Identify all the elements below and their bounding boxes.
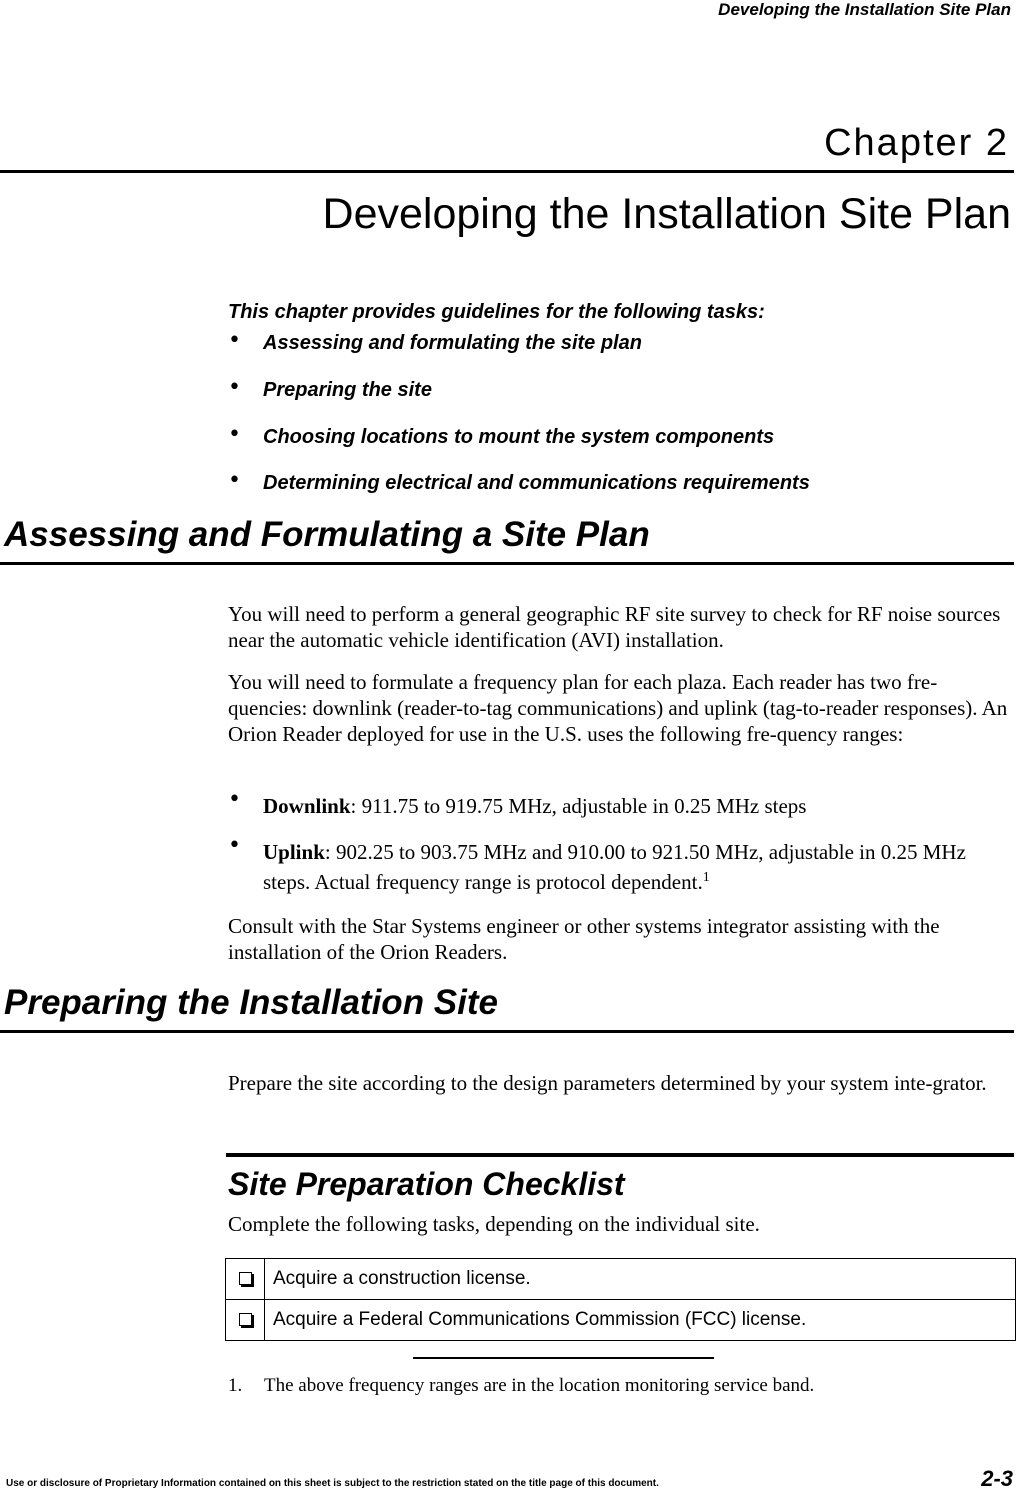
checklist-task: Acquire a Federal Communications Commission (FCC) license.: [265, 1300, 1016, 1341]
section-heading-preparing: Preparing the Installation Site: [4, 983, 498, 1022]
bullet-icon: •: [228, 787, 241, 812]
table-row: [226, 1259, 1016, 1300]
paragraph: Consult with the Star Systems engineer or other systems integrator assisting with the installation of the Orion Readers.: [228, 914, 940, 964]
frequency-detail: : 911.75 to 919.75 MHz, adjustable in 0.25 MHz steps: [350, 794, 807, 818]
table-row: [226, 1300, 1016, 1341]
bullet-icon: •: [228, 468, 241, 493]
checkbox-icon[interactable]: [239, 1272, 252, 1285]
paragraph: Prepare the site according to the design parameters determined by your system inte-grator.: [228, 1071, 987, 1095]
section-rule: [0, 1030, 1014, 1033]
chapter-label: Chapter 2: [824, 122, 1009, 164]
checkbox-icon[interactable]: [239, 1313, 252, 1326]
checkbox-cell[interactable]: [226, 1259, 265, 1300]
footnote-ref[interactable]: 1: [702, 870, 710, 885]
footnote-rule: [413, 1357, 714, 1359]
paragraph: You will need to perform a general geographic RF site survey to check for RF noise sources near the automatic vehicle identification (AVI) installation.: [228, 602, 1001, 652]
task-text: Determining electrical and communications requirements: [263, 472, 810, 494]
frequency-item: [263, 791, 1003, 821]
page-number: 2-3: [981, 1466, 1013, 1491]
bullet-icon: •: [228, 375, 241, 400]
chapter-title: Developing the Installation Site Plan: [322, 190, 1011, 238]
subsection-rule: [226, 1153, 1014, 1157]
paragraph: You will need to formulate a frequency plan for each plaza. Each reader has two fre-quencies: downlink (reader-to-tag communications) and uplink (tag-to-reader responses). An Orion Reader deployed for use in the U.S. uses the following fre-quency ranges:: [228, 670, 1008, 746]
checkbox-cell[interactable]: [226, 1300, 265, 1341]
chapter-rule: [0, 170, 1014, 173]
checklist-task: Acquire a construction license.: [265, 1259, 1016, 1300]
bullet-icon: •: [228, 833, 241, 858]
frequency-detail: : 902.25 to 903.75 MHz and 910.00 to 921.50 MHz, adjustable in 0.25 MHz steps. Actual frequency range is protocol dependent.: [263, 840, 966, 894]
task-text: Choosing locations to mount the system components: [263, 426, 775, 448]
running-header: Developing the Installation Site Plan: [718, 0, 1011, 19]
bullet-icon: •: [228, 328, 241, 353]
section-rule: [0, 562, 1014, 565]
task-text: Preparing the site: [263, 379, 432, 401]
bullet-icon: •: [228, 422, 241, 447]
footnote-number: 1.: [228, 1375, 243, 1396]
subheading-checklist: Site Preparation Checklist: [228, 1166, 625, 1202]
frequency-term: Uplink: [263, 840, 325, 864]
footnote-text: The above frequency ranges are in the location monitoring service band.: [264, 1375, 815, 1396]
paragraph: Complete the following tasks, depending on the individual site.: [228, 1212, 760, 1236]
footnote: [228, 1375, 814, 1397]
frequency-item: [263, 837, 1003, 897]
checklist-table: [225, 1258, 1016, 1341]
frequency-term: Downlink: [263, 794, 351, 818]
task-text: Assessing and formulating the site plan: [263, 332, 642, 354]
proprietary-notice: Use or disclosure of Proprietary Information contained on this sheet is subject to the restriction stated on the title page of this document.: [6, 1478, 659, 1489]
section-heading-assessing: Assessing and Formulating a Site Plan: [4, 515, 650, 554]
intro-lead: This chapter provides guidelines for the following tasks:: [228, 301, 765, 323]
